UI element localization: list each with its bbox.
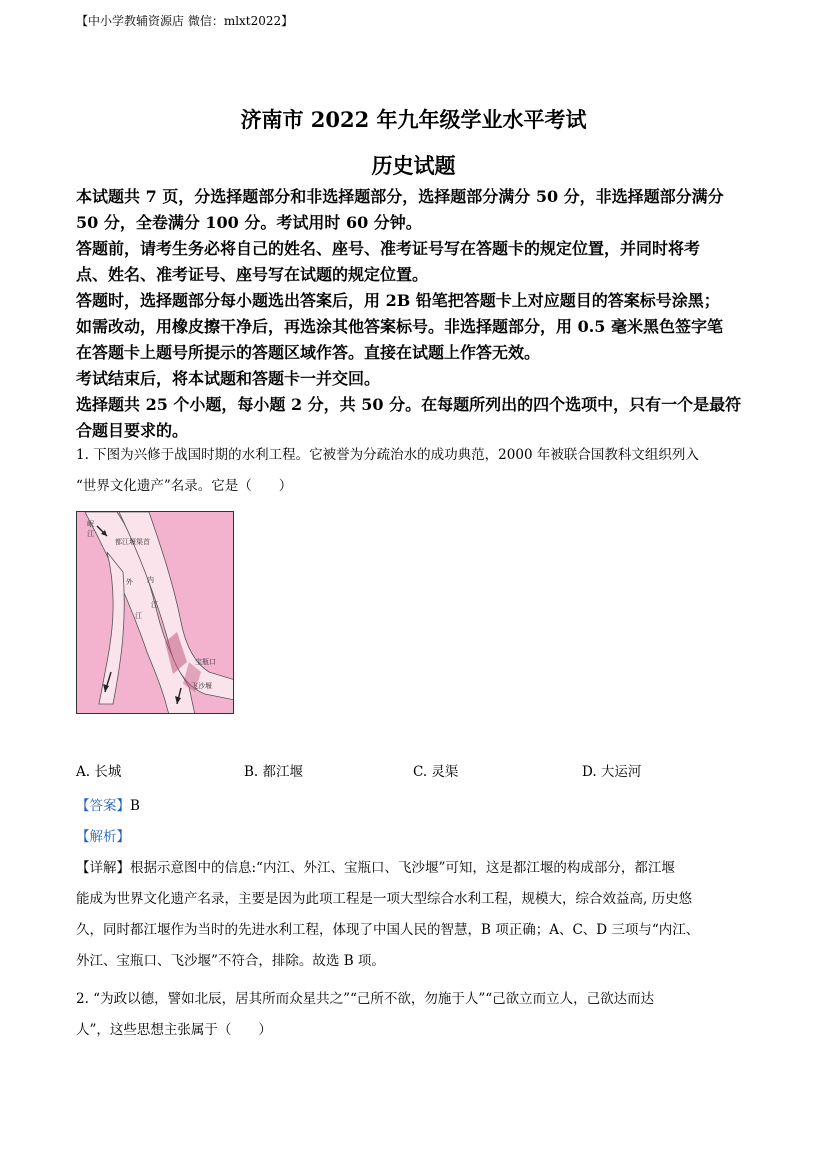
detail-line: 【详解】根据示意图中的信息:“内江、外江、宝瓶口、飞沙堰”可知，这是都江堰的构成部分，都江堰 — [76, 860, 675, 876]
option-d[interactable]: D. 大运河 — [582, 764, 642, 780]
instruction-line: 本试题共 7 页，分选择题部分和非选择题部分，选择题部分满分 50 分，非选择题部分满分 — [76, 187, 724, 206]
map-label: 宝瓶口 — [195, 658, 216, 666]
exam-subtitle: 历史试题 — [371, 153, 456, 178]
map-label: 内 — [147, 576, 154, 584]
analysis-detail — [76, 853, 751, 977]
page-header: 【中小学教辅资源店 微信：mlxt2022】 — [76, 14, 294, 28]
instruction-line: 合题目要求的。 — [76, 421, 189, 440]
option-b[interactable]: B. 都江堰 — [244, 764, 304, 780]
question-line: 1. 下图为兴修于战国时期的水利工程。它被誉为分疏治水的成功典范，2000 年被联合国教科文组织列入 — [76, 447, 699, 463]
question-line: 人”，这些思想主张属于（ ） — [76, 1022, 272, 1038]
question-line: “世界文化遗产”名录。它是（ ） — [76, 478, 293, 494]
map-label: 江 — [135, 612, 142, 620]
map-label: 江 — [87, 530, 94, 538]
instruction-line: 点、姓名、准考证号、座号写在试题的规定位置。 — [76, 265, 429, 284]
instruction-line: 选择题共 25 个小题，每小题 2 分，共 50 分。在每题所列出的四个选项中，只有一个是最符 — [76, 395, 742, 414]
map-label: 飞沙堰 — [191, 682, 212, 690]
map-label: 岷 — [87, 520, 94, 528]
instructions — [76, 184, 751, 444]
option-c[interactable]: C. 灵渠 — [413, 764, 459, 780]
dujiangyan-map-figure — [76, 511, 234, 714]
instruction-line: 答题时，选择题部分每小题选出答案后，用 2B 铅笔把答题卡上对应题目的答案标号涂黑； — [76, 291, 720, 310]
question-2-stem — [76, 984, 751, 1046]
detail-line: 久，同时都江堰作为当时的先进水利工程，体现了中国人民的智慧，B 项正确；A、C、D 三项与“内江、 — [76, 922, 700, 938]
detail-line: 外江、宝瓶口、飞沙堰”不符合，排除。故选 B 项。 — [76, 953, 385, 969]
option-a[interactable]: A. 长城 — [76, 764, 122, 780]
instruction-line: 如需改动，用橡皮擦干净后，再选涂其他答案标号。非选择题部分，用 0.5 毫米黑色签字笔 — [76, 317, 723, 336]
exam-title: 济南市 2022 年九年级学业水平考试 — [240, 107, 587, 132]
instruction-line: 答题前，请考生务必将自己的姓名、座号、准考证号写在答题卡的规定位置，并同时将考 — [76, 239, 701, 258]
instruction-line: 50 分，全卷满分 100 分。考试用时 60 分钟。 — [76, 213, 422, 232]
map-label: 江 — [151, 601, 158, 609]
question-1-options — [76, 760, 776, 782]
answer-value: B — [130, 798, 140, 814]
answer-tag: 【答案】 — [76, 798, 130, 814]
question-line: 2. “为政以德，譬如北辰，居其所而众星共之”“己所不欲，勿施于人”“己欲立而立人，己欲达而达 — [76, 991, 655, 1007]
detail-line: 能成为世界文化遗产名录，主要是因为此项工程是一项大型综合水利工程，规模大，综合效益高, 历史悠 — [76, 891, 693, 907]
analysis-tag: 【解析】 — [76, 829, 130, 845]
answer-line — [76, 794, 140, 814]
question-1-stem — [76, 440, 751, 502]
instruction-line: 考试结束后，将本试题和答题卡一并交回。 — [76, 369, 381, 388]
map-label: 都江堰渠首 — [115, 538, 150, 546]
map-label: 外 — [126, 578, 133, 586]
river-map-icon — [77, 512, 234, 714]
instruction-line: 在答题卡上题号所提示的答题区域作答。直接在试题上作答无效。 — [76, 343, 541, 362]
